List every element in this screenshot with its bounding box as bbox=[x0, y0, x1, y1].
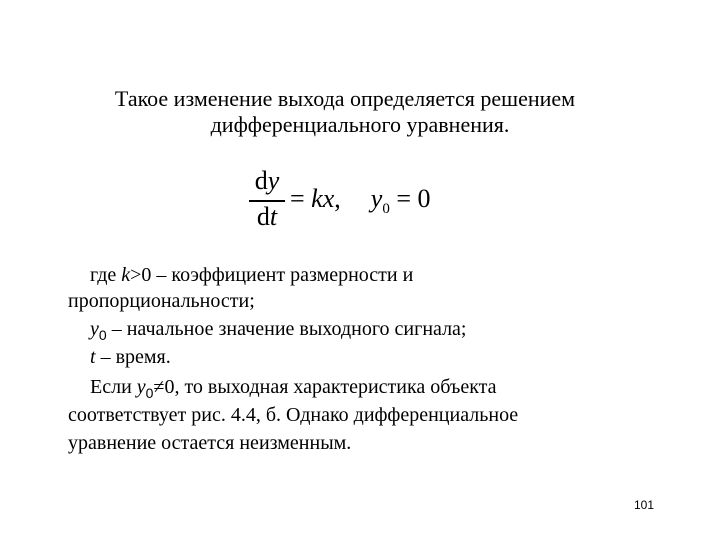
initial-y-subscript: 0 bbox=[382, 201, 390, 217]
body-line-proportionality: пропорциональности; bbox=[68, 290, 255, 312]
fraction-numerator bbox=[248, 166, 286, 196]
denominator-t: t bbox=[269, 202, 278, 231]
equation-rhs bbox=[290, 184, 430, 224]
differential-equation bbox=[248, 166, 468, 236]
body-line-corresponds: соответствует рис. 4.4, б. Однако дифференциальное bbox=[68, 404, 519, 426]
text-rest: – время. bbox=[95, 346, 171, 368]
var-y: y bbox=[136, 376, 146, 398]
var-t: t bbox=[90, 346, 96, 368]
var-y-subscript: 0 bbox=[98, 327, 107, 343]
numerator-y: y bbox=[267, 166, 280, 195]
heading-line-2: дифференциального уравнения. bbox=[210, 112, 510, 137]
body-line-k bbox=[90, 262, 690, 288]
initial-y: y bbox=[370, 184, 383, 213]
equals-sign-1: = bbox=[290, 184, 312, 213]
text-rest: ≠0, то выходная характеристика объекта bbox=[153, 376, 497, 398]
denominator-d: d bbox=[256, 202, 270, 231]
var-y-subscript: 0 bbox=[145, 385, 154, 401]
fraction-denominator bbox=[248, 202, 286, 232]
body-line-t bbox=[90, 344, 690, 370]
var-y: y bbox=[90, 318, 99, 340]
text-prefix: Если bbox=[90, 376, 137, 398]
page-number: 101 bbox=[634, 498, 655, 512]
rhs-k: k bbox=[311, 184, 323, 213]
equals-zero: = 0 bbox=[389, 184, 431, 213]
text-rest: – начальное значение выходного сигнала; bbox=[106, 318, 467, 340]
formula-comma: , bbox=[334, 184, 341, 213]
heading-line-1: Такое изменение выхода определяется решением bbox=[114, 86, 576, 111]
rhs-x: x bbox=[322, 184, 335, 213]
numerator-d: d bbox=[254, 166, 268, 195]
text-rest: >0 – коэффициент размерности и bbox=[130, 264, 414, 286]
body-line-unchanged: уравнение остается неизменным. bbox=[68, 432, 352, 454]
text-prefix: где bbox=[90, 264, 122, 286]
var-k: k bbox=[121, 264, 131, 286]
